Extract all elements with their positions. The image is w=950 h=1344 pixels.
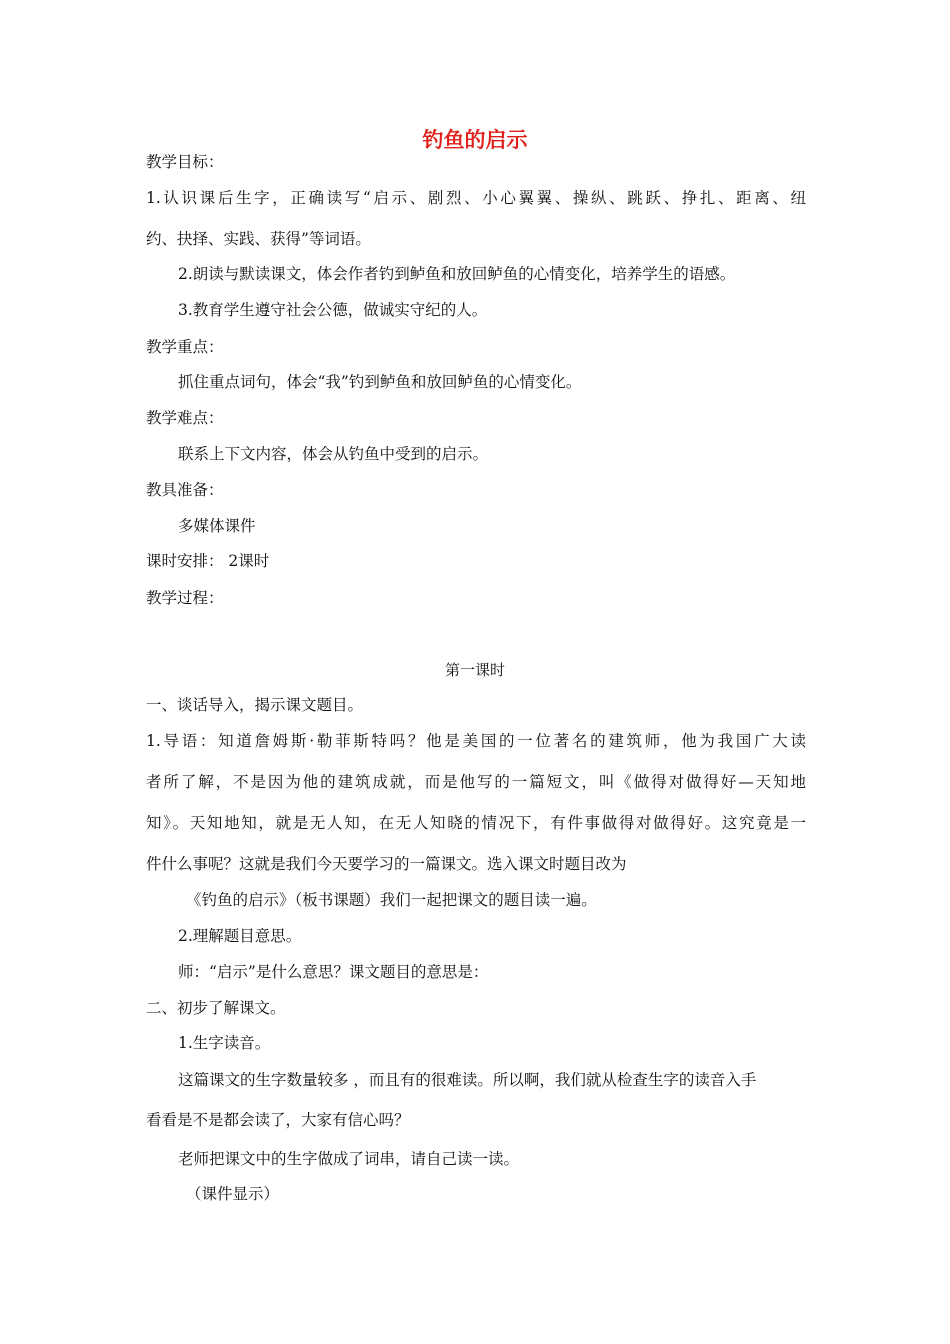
intro-paragraph-line-1: 1.导语：知道詹姆斯·勒菲斯特吗？他是美国的一位著名的建筑师，他为我国广大读 — [146, 732, 806, 750]
step-2-heading: 二、初步了解课文。 — [146, 999, 286, 1017]
intro-paragraph-line-3: 知》。天知地知，就是无人知，在无人知晓的情况下，有件事做得对做得好。这究竟是一 — [146, 814, 806, 832]
document-title: 钓鱼的启示 — [422, 128, 528, 152]
step-1-heading: 一、谈话导入，揭示课文题目。 — [146, 696, 364, 714]
new-words-item: 1.生字读音。 — [178, 1034, 271, 1052]
new-words-paragraph-line-2: 看看是不是都会读了，大家有信心吗？ — [146, 1111, 410, 1129]
word-string-instruction: 老师把课文中的生字做成了词串，请自己读一读。 — [178, 1150, 520, 1168]
key-points-text: 抓住重点词句，体会“我”钓到鲈鱼和放回鲈鱼的心情变化。 — [178, 373, 582, 391]
intro-paragraph-line-5: 《钓鱼的启示》（板书课题）我们一起把课文的题目读一遍。 — [186, 891, 597, 909]
materials-text: 多媒体课件 — [178, 517, 256, 535]
heading-key-points: 教学重点： — [146, 338, 224, 356]
schedule-line: 课时安排： 2课时 — [146, 552, 270, 570]
new-words-paragraph-line-1: 这篇课文的生字数量较多 ，而且有的很难读。所以啊，我们就从检查生字的读音入手 — [178, 1071, 757, 1089]
heading-process: 教学过程： — [146, 589, 224, 607]
section-first-lesson: 第一课时 — [444, 661, 505, 679]
goal-1-line-1: 1.认识课后生字，正确读写“启示、剧烈、小心翼翼、操纵、跳跃、挣扎、距离、纽 — [146, 189, 806, 207]
intro-paragraph-line-4: 件什么事呢？这就是我们今天要学习的一篇课文。选入课文时题目改为 — [146, 855, 627, 873]
goal-3: 3.教育学生遵守社会公德，做诚实守纪的人。 — [178, 301, 488, 319]
goal-2: 2.朗读与默读课文，体会作者钓到鲈鱼和放回鲈鱼的心情变化，培养学生的语感。 — [178, 265, 736, 283]
heading-materials: 教具准备： — [146, 481, 224, 499]
heading-difficulties: 教学难点： — [146, 409, 224, 427]
intro-paragraph-line-2: 者所了解，不是因为他的建筑成就，而是他写的一篇短文，叫《做得对做得好—天知地 — [146, 773, 806, 791]
understand-title-item: 2.理解题目意思。 — [178, 927, 302, 945]
courseware-note: （课件显示） — [186, 1185, 280, 1203]
teacher-question: 师：“启示”是什么意思？课文题目的意思是： — [178, 963, 489, 981]
goal-1-line-2: 约、抉择、实践、获得”等词语。 — [146, 230, 371, 248]
difficulties-text: 联系上下文内容，体会从钓鱼中受到的启示。 — [178, 445, 489, 463]
heading-teaching-goals: 教学目标： — [146, 153, 224, 171]
